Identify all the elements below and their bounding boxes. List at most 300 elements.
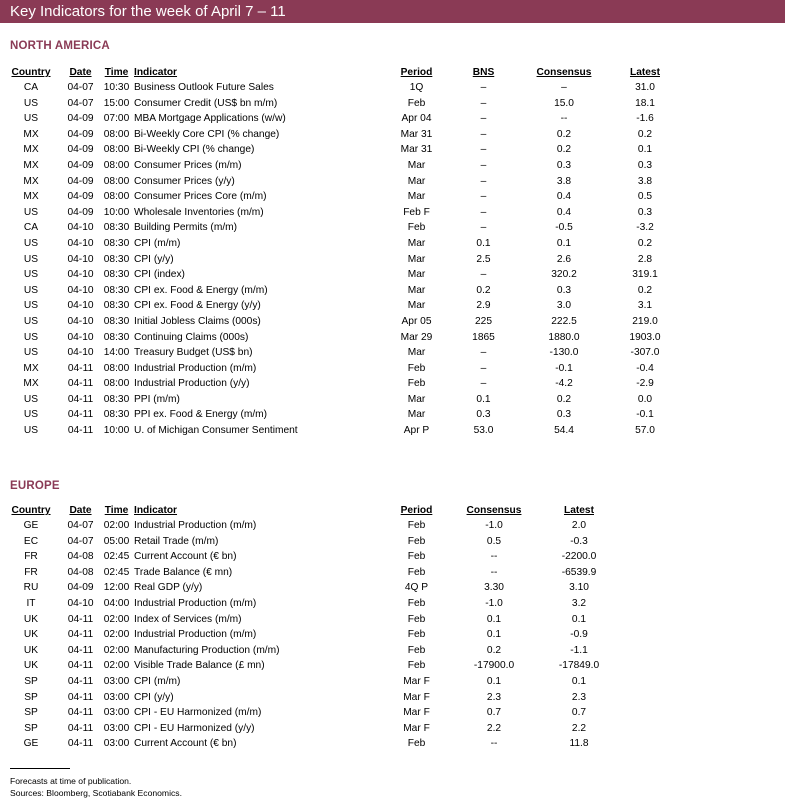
- cell-latest: 0.3: [637, 206, 653, 218]
- table-row: [0, 361, 680, 377]
- cell-latest: -0.1: [636, 409, 654, 421]
- cell-time: 02:00: [103, 629, 130, 641]
- cell-date: 04-07: [67, 97, 94, 109]
- cell-date: 04-10: [67, 300, 94, 312]
- cell-date: 04-09: [67, 128, 94, 140]
- table-row: [0, 96, 680, 112]
- cell-time: 03:00: [103, 675, 130, 687]
- cell-consensus: 0.4: [556, 206, 572, 218]
- cell-indicator: U. of Michigan Consumer Sentiment: [134, 425, 298, 437]
- cell-consensus: 3.30: [484, 582, 504, 594]
- page-title: Key Indicators for the week of April 7 – 11: [0, 0, 785, 23]
- table-row: [0, 236, 680, 252]
- cell-indicator: Current Account (€ bn): [134, 551, 237, 563]
- cell-country: UK: [23, 629, 39, 641]
- table-row: [0, 298, 680, 314]
- cell-latest: 3.2: [571, 597, 587, 609]
- cell-latest: 219.0: [632, 315, 658, 327]
- cell-period: Mar: [407, 175, 426, 187]
- cell-indicator: CPI ex. Food & Energy (y/y): [134, 300, 261, 312]
- cell-indicator: CPI (index): [134, 269, 185, 281]
- col-header-consensus: Consensus: [536, 67, 592, 78]
- cell-latest: 3.10: [569, 582, 589, 594]
- cell-consensus: –: [561, 82, 567, 93]
- cell-period: Feb: [407, 520, 426, 531]
- north-america-table: [0, 65, 680, 439]
- cell-latest: 57.0: [635, 425, 655, 437]
- cell-date: 04-10: [67, 253, 94, 265]
- cell-country: MX: [23, 175, 39, 187]
- cell-country: CA: [23, 222, 39, 234]
- cell-time: 08:30: [103, 315, 130, 327]
- cell-period: Mar F: [403, 722, 430, 734]
- cell-country: MX: [23, 144, 39, 156]
- cell-consensus: 0.5: [486, 535, 502, 547]
- cell-bns: –: [480, 191, 487, 203]
- cell-period: Mar F: [403, 691, 430, 703]
- table-row: [0, 596, 619, 612]
- cell-bns: 0.3: [476, 409, 491, 421]
- cell-indicator: MBA Mortgage Applications (w/w): [134, 113, 286, 125]
- cell-country: MX: [23, 378, 39, 390]
- table-row: [0, 80, 680, 96]
- cell-period: Feb: [407, 222, 426, 234]
- cell-date: 04-11: [67, 362, 94, 374]
- cell-country: US: [23, 409, 39, 421]
- col-header-latest: Latest: [563, 505, 594, 516]
- cell-consensus: 222.5: [551, 315, 577, 327]
- table-row: [0, 658, 619, 674]
- cell-country: MX: [23, 191, 39, 203]
- cell-time: 14:00: [103, 347, 130, 359]
- table-row: [0, 392, 680, 408]
- cell-latest: 2.0: [571, 520, 587, 531]
- table-row: [0, 674, 619, 690]
- cell-indicator: Consumer Credit (US$ bn m/m): [134, 97, 278, 109]
- table-row: [0, 627, 619, 643]
- cell-bns: –: [480, 159, 487, 171]
- cell-country: CA: [23, 82, 39, 93]
- cell-country: SP: [24, 722, 38, 734]
- cell-time: 02:45: [103, 566, 130, 578]
- cell-time: 04:00: [103, 597, 130, 609]
- cell-consensus: -130.0: [549, 347, 579, 359]
- cell-date: 04-11: [67, 629, 94, 641]
- cell-country: MX: [23, 159, 39, 171]
- cell-period: Apr 04: [401, 113, 432, 125]
- table-row: [0, 314, 680, 330]
- cell-time: 05:00: [103, 535, 130, 547]
- cell-consensus: 0.4: [556, 191, 572, 203]
- table-row: [0, 111, 680, 127]
- europe-table: [0, 503, 619, 752]
- section-heading-europe: EUROPE: [10, 480, 60, 492]
- cell-latest: 0.3: [637, 159, 653, 171]
- cell-consensus: 0.2: [556, 393, 572, 405]
- cell-date: 04-10: [67, 284, 94, 296]
- cell-country: FR: [24, 551, 38, 563]
- cell-indicator: PPI (m/m): [134, 393, 180, 405]
- cell-bns: 0.1: [476, 237, 491, 249]
- cell-indicator: Trade Balance (€ mn): [134, 566, 233, 578]
- cell-time: 02:00: [103, 520, 130, 531]
- cell-indicator: Index of Services (m/m): [134, 613, 242, 625]
- cell-latest: -2.9: [636, 378, 654, 390]
- cell-country: GE: [23, 520, 39, 531]
- table-row: [0, 705, 619, 721]
- cell-consensus: 0.1: [556, 237, 572, 249]
- footnote-sources: Sources: Bloomberg, Scotiabank Economics.: [10, 788, 182, 798]
- cell-period: Mar: [407, 159, 426, 171]
- cell-consensus: 2.6: [556, 253, 572, 265]
- cell-consensus: 0.3: [556, 159, 572, 171]
- cell-indicator: Continuing Claims (000s): [134, 331, 249, 343]
- cell-indicator: CPI (m/m): [134, 675, 181, 687]
- cell-latest: 11.8: [569, 738, 589, 750]
- cell-time: 03:00: [103, 722, 130, 734]
- cell-latest: 31.0: [635, 82, 655, 93]
- cell-country: US: [23, 237, 39, 249]
- cell-bns: 1865: [472, 331, 495, 343]
- cell-consensus: -0.1: [555, 362, 573, 374]
- cell-latest: 18.1: [635, 97, 655, 109]
- table-row: [0, 252, 680, 268]
- cell-latest: 0.2: [637, 284, 653, 296]
- cell-date: 04-10: [67, 237, 94, 249]
- cell-time: 02:00: [103, 644, 130, 656]
- cell-time: 12:00: [103, 582, 130, 594]
- cell-time: 02:00: [103, 613, 130, 625]
- cell-period: Feb: [407, 378, 426, 390]
- cell-bns: 0.1: [476, 393, 491, 405]
- cell-date: 04-10: [67, 222, 94, 234]
- cell-latest: -0.3: [570, 535, 588, 547]
- col-header-indicator: Indicator: [134, 67, 178, 78]
- cell-consensus: 2.3: [486, 691, 502, 703]
- cell-country: FR: [24, 566, 38, 578]
- table-row: [0, 423, 680, 439]
- cell-latest: 0.1: [571, 613, 587, 625]
- table-row: [0, 612, 619, 628]
- cell-latest: 0.2: [637, 128, 653, 140]
- table-row: [0, 174, 680, 190]
- cell-time: 08:30: [103, 284, 130, 296]
- cell-country: US: [23, 331, 39, 343]
- cell-latest: 319.1: [632, 269, 658, 281]
- cell-date: 04-08: [67, 551, 94, 563]
- cell-period: Mar F: [403, 707, 430, 719]
- cell-date: 04-11: [67, 644, 94, 656]
- cell-time: 08:00: [103, 128, 130, 140]
- cell-date: 04-08: [67, 566, 94, 578]
- cell-bns: –: [480, 222, 487, 234]
- cell-time: 08:00: [103, 144, 130, 156]
- cell-consensus: 0.2: [486, 644, 502, 656]
- table-row: [0, 518, 619, 534]
- table-row: [0, 736, 619, 752]
- cell-period: Mar 31: [400, 144, 433, 156]
- table-row: [0, 690, 619, 706]
- cell-period: Mar: [407, 409, 426, 421]
- cell-period: Feb: [407, 644, 426, 656]
- cell-latest: 2.3: [571, 691, 587, 703]
- cell-date: 04-09: [67, 159, 94, 171]
- cell-indicator: CPI - EU Harmonized (m/m): [134, 707, 262, 719]
- cell-country: US: [23, 347, 39, 359]
- cell-latest: -6539.9: [561, 566, 597, 578]
- cell-country: SP: [24, 675, 38, 687]
- cell-indicator: Industrial Production (m/m): [134, 520, 257, 531]
- cell-period: Feb: [407, 362, 426, 374]
- cell-period: Feb: [407, 597, 426, 609]
- cell-country: US: [23, 113, 39, 125]
- cell-indicator: CPI (m/m): [134, 237, 181, 249]
- footnote-divider: [10, 768, 70, 769]
- cell-bns: –: [480, 144, 487, 156]
- cell-date: 04-10: [67, 269, 94, 281]
- table-row: [0, 534, 619, 550]
- col-header-country: Country: [11, 67, 51, 78]
- cell-latest: -307.0: [630, 347, 660, 359]
- cell-indicator: CPI ex. Food & Energy (m/m): [134, 284, 268, 296]
- table-row: [0, 220, 680, 236]
- col-header-indicator: Indicator: [134, 505, 178, 516]
- cell-time: 08:00: [103, 191, 130, 203]
- section-heading-north-america: NORTH AMERICA: [10, 40, 110, 52]
- cell-latest: 0.0: [637, 393, 653, 405]
- cell-period: Feb: [407, 566, 426, 578]
- cell-indicator: Industrial Production (y/y): [134, 378, 250, 390]
- cell-country: US: [23, 425, 39, 437]
- cell-indicator: Bi-Weekly Core CPI (% change): [134, 128, 280, 140]
- cell-latest: 0.1: [637, 144, 653, 156]
- cell-time: 15:00: [103, 97, 130, 109]
- cell-consensus: 1880.0: [548, 331, 580, 343]
- cell-period: Feb: [407, 629, 426, 641]
- cell-consensus: -0.5: [555, 222, 573, 234]
- table-row: [0, 267, 680, 283]
- col-header-latest: Latest: [629, 67, 660, 78]
- cell-period: Mar: [407, 253, 426, 265]
- cell-indicator: Retail Trade (m/m): [134, 535, 219, 547]
- cell-indicator: Consumer Prices (y/y): [134, 175, 235, 187]
- cell-date: 04-07: [67, 520, 94, 531]
- cell-indicator: CPI - EU Harmonized (y/y): [134, 722, 255, 734]
- cell-period: Mar F: [403, 675, 430, 687]
- cell-bns: –: [480, 206, 487, 218]
- table-header-row: [0, 503, 619, 518]
- cell-bns: –: [480, 82, 487, 93]
- cell-time: 08:00: [103, 362, 130, 374]
- cell-date: 04-11: [67, 707, 94, 719]
- cell-time: 08:30: [103, 331, 130, 343]
- cell-date: 04-11: [67, 409, 94, 421]
- cell-latest: -3.2: [636, 222, 654, 234]
- cell-bns: –: [480, 378, 487, 390]
- cell-latest: 1903.0: [629, 331, 661, 343]
- cell-indicator: Manufacturing Production (m/m): [134, 644, 280, 656]
- col-header-time: Time: [104, 505, 129, 516]
- cell-date: 04-09: [67, 582, 94, 594]
- cell-indicator: Wholesale Inventories (m/m): [134, 206, 264, 218]
- cell-time: 08:30: [103, 237, 130, 249]
- cell-time: 08:30: [103, 253, 130, 265]
- cell-consensus: 54.4: [554, 425, 574, 437]
- cell-date: 04-11: [67, 425, 94, 437]
- cell-latest: 3.1: [637, 300, 653, 312]
- cell-country: MX: [23, 128, 39, 140]
- cell-period: Feb F: [403, 206, 430, 218]
- cell-country: UK: [23, 613, 39, 625]
- cell-bns: –: [480, 362, 487, 374]
- cell-date: 04-09: [67, 144, 94, 156]
- cell-consensus: 0.3: [556, 284, 572, 296]
- cell-indicator: PPI ex. Food & Energy (m/m): [134, 409, 268, 421]
- cell-time: 03:00: [103, 707, 130, 719]
- table-row: [0, 407, 680, 423]
- table-row: [0, 205, 680, 221]
- cell-bns: 53.0: [473, 425, 494, 437]
- cell-indicator: Initial Jobless Claims (000s): [134, 315, 261, 327]
- cell-country: IT: [26, 597, 36, 609]
- cell-indicator: Bi-Weekly CPI (% change): [134, 144, 255, 156]
- cell-consensus: --: [490, 551, 498, 563]
- cell-period: Mar: [407, 237, 426, 249]
- cell-date: 04-11: [67, 613, 94, 625]
- cell-period: Feb: [407, 613, 426, 625]
- cell-country: UK: [23, 660, 39, 672]
- cell-latest: -2200.0: [561, 551, 597, 563]
- col-header-date: Date: [69, 67, 92, 78]
- table-row: [0, 189, 680, 205]
- cell-indicator: Industrial Production (m/m): [134, 362, 257, 374]
- table-header-row: [0, 65, 680, 80]
- cell-date: 04-11: [67, 738, 94, 750]
- cell-indicator: Visible Trade Balance (£ mn): [134, 660, 265, 672]
- cell-country: US: [23, 206, 39, 218]
- cell-date: 04-09: [67, 113, 94, 125]
- cell-consensus: --: [490, 738, 498, 750]
- cell-country: GE: [23, 738, 39, 750]
- table-row: [0, 283, 680, 299]
- cell-consensus: 0.2: [556, 128, 572, 140]
- cell-period: Feb: [407, 660, 426, 672]
- cell-date: 04-07: [67, 535, 94, 547]
- cell-bns: –: [480, 128, 487, 140]
- cell-time: 08:30: [103, 222, 130, 234]
- cell-latest: 2.8: [637, 253, 653, 265]
- table-row: [0, 142, 680, 158]
- cell-bns: 225: [475, 315, 492, 327]
- cell-period: Mar: [407, 300, 426, 312]
- table-row: [0, 345, 680, 361]
- cell-latest: 0.7: [571, 707, 587, 719]
- cell-country: US: [23, 315, 39, 327]
- cell-indicator: Business Outlook Future Sales: [134, 82, 274, 93]
- col-header-time: Time: [104, 67, 129, 78]
- cell-indicator: Treasury Budget (US$ bn): [134, 347, 253, 359]
- cell-consensus: 2.2: [486, 722, 502, 734]
- cell-date: 04-11: [67, 393, 94, 405]
- cell-latest: 3.8: [637, 175, 653, 187]
- cell-indicator: Industrial Production (m/m): [134, 629, 257, 641]
- cell-time: 10:30: [103, 82, 130, 93]
- cell-country: MX: [23, 362, 39, 374]
- cell-country: RU: [23, 582, 39, 594]
- table-row: [0, 330, 680, 346]
- cell-date: 04-11: [67, 675, 94, 687]
- cell-date: 04-09: [67, 175, 94, 187]
- footnote-forecasts: Forecasts at time of publication.: [10, 776, 132, 786]
- cell-bns: –: [480, 113, 487, 125]
- cell-time: 10:00: [103, 206, 130, 218]
- cell-country: US: [23, 300, 39, 312]
- cell-latest: 0.5: [637, 191, 653, 203]
- cell-country: US: [23, 393, 39, 405]
- cell-period: Feb: [407, 551, 426, 563]
- cell-country: EC: [23, 535, 39, 547]
- cell-period: Mar: [407, 269, 426, 281]
- cell-country: US: [23, 253, 39, 265]
- col-header-bns: BNS: [472, 67, 495, 78]
- cell-country: SP: [24, 707, 38, 719]
- cell-bns: 2.9: [476, 300, 491, 312]
- cell-consensus: 0.2: [556, 144, 572, 156]
- cell-time: 03:00: [103, 691, 130, 703]
- cell-consensus: 0.1: [486, 629, 502, 641]
- cell-consensus: 0.3: [556, 409, 572, 421]
- cell-country: US: [23, 269, 39, 281]
- cell-consensus: -1.0: [485, 597, 503, 609]
- table-row: [0, 580, 619, 596]
- col-header-date: Date: [69, 505, 92, 516]
- cell-consensus: 0.7: [486, 707, 502, 719]
- col-header-country: Country: [11, 505, 51, 516]
- cell-bns: 0.2: [476, 284, 491, 296]
- cell-consensus: -1.0: [485, 520, 503, 531]
- col-header-period: Period: [400, 67, 433, 78]
- cell-indicator: Consumer Prices Core (m/m): [134, 191, 267, 203]
- cell-period: Mar: [407, 191, 426, 203]
- cell-time: 10:00: [103, 425, 130, 437]
- cell-period: Mar: [407, 393, 426, 405]
- cell-period: Mar: [407, 347, 426, 359]
- cell-date: 04-11: [67, 722, 94, 734]
- cell-date: 04-11: [67, 378, 94, 390]
- cell-consensus: 3.0: [556, 300, 572, 312]
- cell-indicator: Industrial Production (m/m): [134, 597, 257, 609]
- cell-latest: -0.9: [570, 629, 588, 641]
- cell-time: 08:30: [103, 393, 130, 405]
- cell-period: Apr P: [403, 425, 430, 437]
- cell-period: Feb: [407, 738, 426, 750]
- cell-period: Mar: [407, 284, 426, 296]
- cell-latest: -17849.0: [558, 660, 600, 672]
- cell-date: 04-10: [67, 331, 94, 343]
- cell-time: 02:00: [103, 660, 130, 672]
- cell-period: Mar 29: [400, 331, 433, 343]
- cell-period: 1Q: [409, 82, 424, 93]
- cell-latest: 0.1: [571, 675, 587, 687]
- cell-indicator: Current Account (€ bn): [134, 738, 237, 750]
- table-row: [0, 721, 619, 737]
- cell-country: SP: [24, 691, 38, 703]
- col-header-consensus: Consensus: [466, 505, 522, 516]
- cell-indicator: Real GDP (y/y): [134, 582, 203, 594]
- table-row: [0, 127, 680, 143]
- cell-date: 04-10: [67, 347, 94, 359]
- cell-indicator: Consumer Prices (m/m): [134, 159, 242, 171]
